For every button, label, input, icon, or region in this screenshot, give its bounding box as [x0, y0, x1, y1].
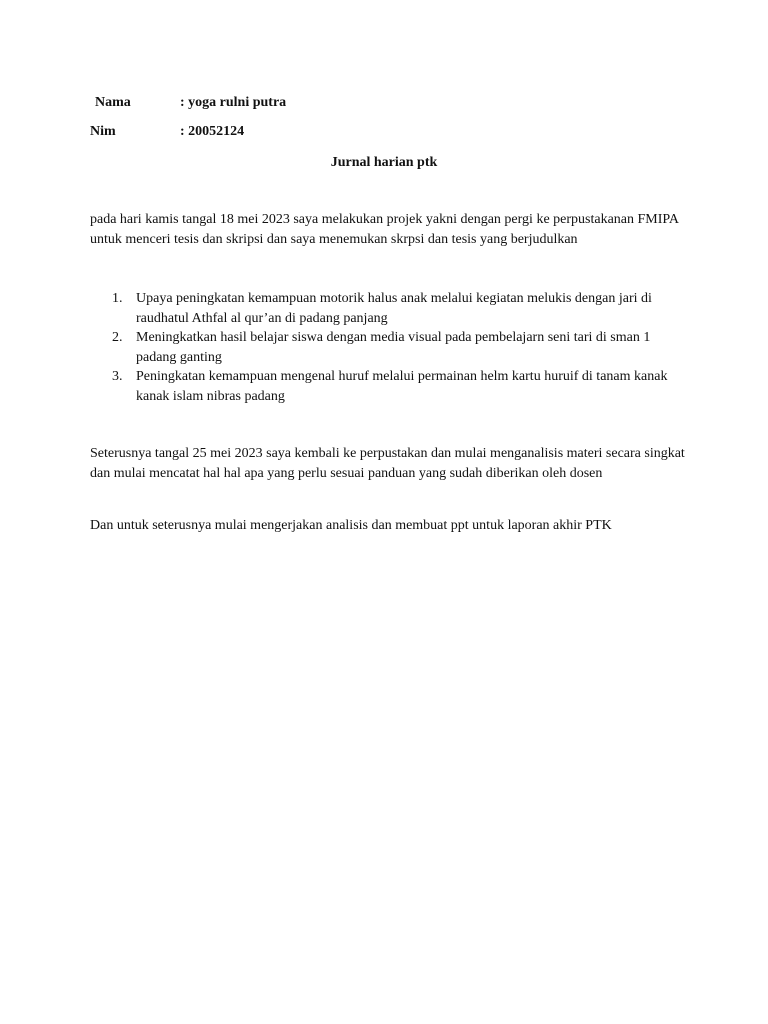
- document-title: Jurnal harian ptk: [330, 155, 438, 170]
- list-item-text: Peningkatan kemampuan mengenal huruf melalui permainan helm kartu huruif di tanam kanak kanak islam nibras padang: [136, 369, 668, 404]
- list-item: [90, 289, 690, 328]
- nim-value: : 20052124: [180, 124, 245, 139]
- student-name-row: [90, 93, 286, 113]
- thesis-list: [90, 289, 690, 406]
- list-item-text: Meningkatkan hasil belajar siswa dengan media visual pada pembelajarn seni tari di sman 1 padang ganting: [136, 330, 651, 365]
- closing-paragraph: Dan untuk seterusnya mulai mengerjakan analisis dan membuat ppt untuk laporan akhir PTK: [90, 518, 612, 533]
- followup-paragraph: Seterusnya tangal 25 mei 2023 saya kembali ke perpustakan dan mulai menganalisis materi secara singkat dan mulai mencatat hal hal apa yang perlu sesuai panduan yang sudah diberikan oleh dosen: [90, 446, 685, 481]
- nim-label: Nim: [90, 124, 116, 139]
- list-item-text: Upaya peningkatan kemampuan motorik halus anak melalui kegiatan melukis dengan jari di raudhatul Athfal al qur’an di padang panjang: [136, 291, 652, 326]
- intro-paragraph: pada hari kamis tangal 18 mei 2023 saya melakukan projek yakni dengan pergi ke perpustakanan FMIPA untuk menceri tesis dan skripsi dan saya menemukan skrpsi dan tesis yang berjudulkan: [90, 212, 679, 247]
- list-item: [90, 367, 690, 406]
- list-item-number: 3.: [112, 369, 123, 384]
- name-label: Nama: [95, 95, 131, 110]
- student-nim-row: [90, 122, 244, 142]
- name-value: : yoga rulni putra: [180, 95, 287, 110]
- list-item: [90, 328, 690, 367]
- list-item-number: 1.: [112, 291, 123, 306]
- list-item-number: 2.: [112, 330, 123, 345]
